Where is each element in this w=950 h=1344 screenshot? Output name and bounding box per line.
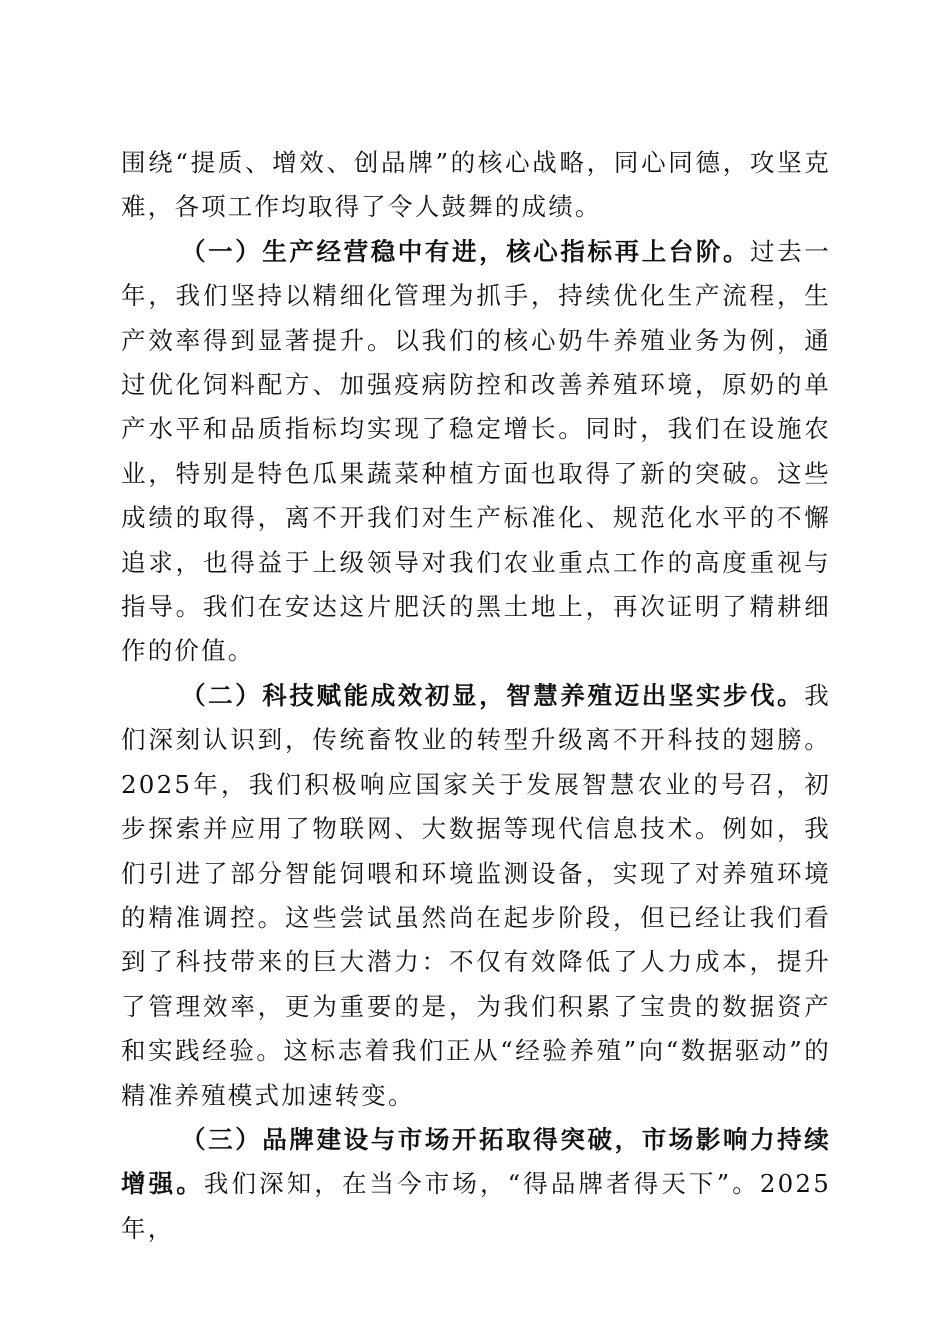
- section-2-heading: （二）科技赋能成效初显，智慧养殖迈出坚实步伐。: [181, 680, 805, 710]
- document-body: [121, 141, 831, 1251]
- section-3-text: 我们深知，在当今市场，“得品牌者得天下”。2025年，: [121, 1169, 831, 1243]
- paragraph-section-3: [121, 1118, 831, 1251]
- paragraph-section-2: [121, 674, 831, 1118]
- paragraph-intro-text: 围绕“提质、增效、创品牌”的核心战略，同心同德，攻坚克难，各项工作均取得了令人鼓舞的成绩。: [121, 148, 831, 222]
- paragraph-section-1: [121, 230, 831, 674]
- section-1-heading: （一）生产经营稳中有进，核心指标再上台阶。: [181, 236, 751, 266]
- paragraph-intro: [121, 141, 831, 230]
- section-1-text: 过去一年，我们坚持以精细化管理为抓手，持续优化生产流程，生产效率得到显著提升。以我们的核心奶牛养殖业务为例，通过优化饲料配方、加强疫病防控和改善养殖环境，原奶的单产水平和品质指标均实现了稳定增长。同时，我们在设施农业，特别是特色瓜果蔬菜种植方面也取得了新的突破。这些成绩的取得，离不开我们对生产标准化、规范化水平的不懈追求，也得益于上级领导对我们农业重点工作的高度重视与指导。我们在安达这片肥沃的黑土地上，再次证明了精耕细作的价值。: [121, 236, 831, 666]
- section-2-text: 我们深刻认识到，传统畜牧业的转型升级离不开科技的翅膀。2025年，我们积极响应国家关于发展智慧农业的号召，初步探索并应用了物联网、大数据等现代信息技术。例如，我们引进了部分智能饲喂和环境监测设备，实现了对养殖环境的精准调控。这些尝试虽然尚在起步阶段，但已经让我们看到了科技带来的巨大潜力：不仅有效降低了人力成本，提升了管理效率，更为重要的是，为我们积累了宝贵的数据资产和实践经验。这标志着我们正从“经验养殖”向“数据驱动”的精准养殖模式加速转变。: [121, 680, 831, 1110]
- section-3-heading: （三）品牌建设与市场开拓取得突破，市场影响力持续增强。: [121, 1124, 831, 1199]
